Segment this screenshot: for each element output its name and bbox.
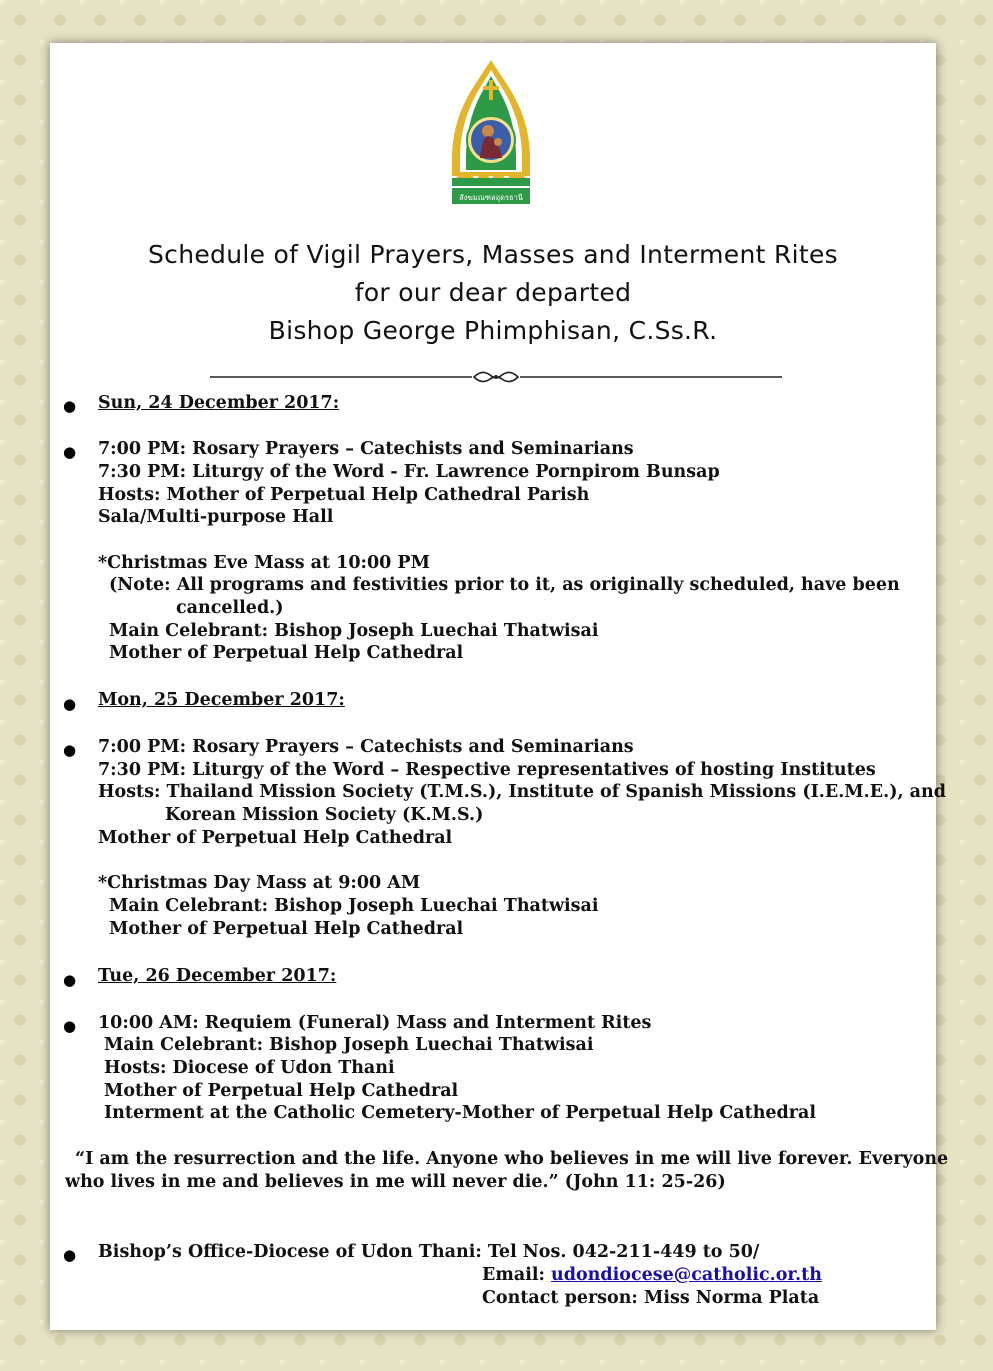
title-line-1: Schedule of Vigil Prayers, Masses and Interment Rites (148, 240, 838, 269)
schedule-line: Sala/Multi-purpose Hall (98, 507, 334, 527)
schedule-line: 7:00 PM: Rosary Prayers – Catechists and Seminarians (98, 439, 634, 459)
mass-line: Main Celebrant: Bishop Joseph Luechai Thatwisai (109, 621, 599, 641)
logo-caption: สังฆมณฑลอุดรธานี (459, 193, 523, 202)
schedule-line: Korean Mission Society (K.M.S.) (165, 805, 484, 825)
title-line-2: for our dear departed (354, 278, 632, 307)
bullet-icon: ● (63, 443, 77, 461)
scripture-quote-line-2: who lives in me and believes in me will never die.” (John 11: 25-26) (65, 1172, 726, 1192)
bullet-icon: ● (63, 397, 77, 415)
schedule-line: Interment at the Catholic Cemetery-Mother of Perpetual Help Cathedral (104, 1103, 817, 1123)
schedule-line: 7:30 PM: Liturgy of the Word - Fr. Lawrence Pornpirom Bunsap (98, 462, 720, 482)
schedule-line: 10:00 AM: Requiem (Funeral) Mass and Interment Rites (98, 1013, 652, 1033)
mass-line: cancelled.) (176, 598, 284, 618)
scripture-quote-line-1: “I am the resurrection and the life. Anyone who believes in me will live forever. Everyone (75, 1149, 949, 1169)
ornamental-divider (210, 368, 782, 388)
contact-person: Contact person: Miss Norma Plata (482, 1288, 820, 1308)
mass-line: (Note: All programs and festivities prior to it, as originally scheduled, have been (109, 575, 900, 595)
mass-line: *Christmas Day Mass at 9:00 AM (98, 873, 421, 893)
mass-line: Mother of Perpetual Help Cathedral (109, 919, 464, 939)
email-row (482, 1265, 822, 1285)
bullet-icon: ● (63, 741, 77, 759)
schedule-line: Mother of Perpetual Help Cathedral (104, 1081, 459, 1101)
schedule-line: Main Celebrant: Bishop Joseph Luechai Thatwisai (104, 1035, 594, 1055)
mass-line: Mother of Perpetual Help Cathedral (109, 643, 464, 663)
title-line-3: Bishop George Phimphisan, C.Ss.R. (268, 316, 718, 345)
document-page (50, 43, 949, 1330)
mass-line: *Christmas Eve Mass at 10:00 PM (98, 553, 430, 573)
schedule-line: Hosts: Thailand Mission Society (T.M.S.), Institute of Spanish Missions (I.E.M.E.), and (98, 782, 946, 802)
schedule-line: 7:00 PM: Rosary Prayers – Catechists and Seminarians (98, 737, 634, 757)
email-label: Email: (482, 1265, 545, 1285)
bullet-icon: ● (63, 1017, 77, 1035)
schedule-line: Mother of Perpetual Help Cathedral (98, 828, 453, 848)
email-link[interactable]: udondiocese@catholic.or.th (551, 1265, 822, 1285)
bullet-icon: ● (63, 1246, 77, 1264)
day-date: Mon, 25 December 2017: (98, 690, 345, 710)
bullet-icon: ● (63, 695, 77, 713)
day-date: Tue, 26 December 2017: (98, 966, 337, 986)
schedule-line: Hosts: Mother of Perpetual Help Cathedral Parish (98, 485, 590, 505)
diocese-logo (446, 58, 536, 213)
schedule-line: Hosts: Diocese of Udon Thani (104, 1058, 395, 1078)
day-date: Sun, 24 December 2017: (98, 393, 340, 413)
schedule-line: 7:30 PM: Liturgy of the Word – Respective representatives of hosting Institutes (98, 760, 876, 780)
bullet-icon: ● (63, 971, 77, 989)
office-contact: Bishop’s Office-Diocese of Udon Thani: Tel Nos. 042-211-449 to 50/ (98, 1242, 760, 1262)
mass-line: Main Celebrant: Bishop Joseph Luechai Thatwisai (109, 896, 599, 916)
